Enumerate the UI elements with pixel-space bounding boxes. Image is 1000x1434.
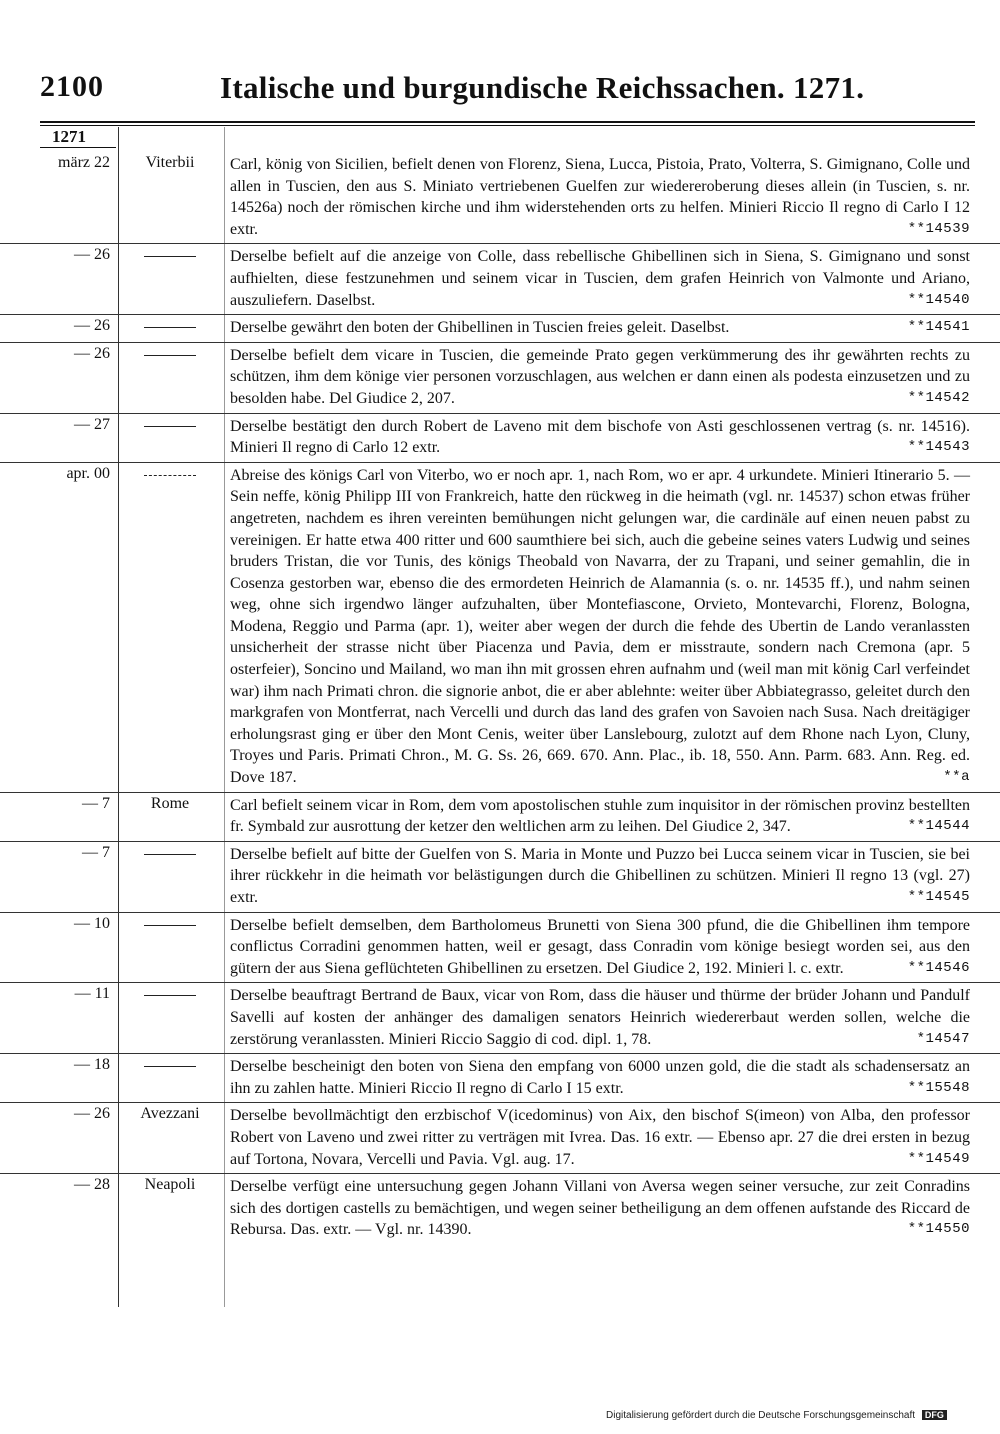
- entry-place: Neapoli: [144, 1176, 196, 1194]
- dfg-logo: DFG: [922, 1410, 947, 1420]
- entry-date: — 11: [74, 985, 110, 1003]
- entry-place: Viterbii: [145, 154, 195, 171]
- entry-text-block: [230, 1054, 970, 1102]
- entry-place-ditto: [120, 465, 220, 476]
- entry-date: apr. 00: [66, 464, 110, 482]
- entry-date: — 18: [74, 1056, 110, 1074]
- entry-text-block: [230, 343, 970, 413]
- page-header: [40, 70, 975, 110]
- regest-entry: [0, 982, 1000, 1053]
- header-rule: [40, 121, 975, 123]
- entry-date: — 26: [74, 317, 110, 335]
- entry-place-ditto: [120, 1056, 220, 1067]
- entry-date: — 10: [74, 914, 110, 932]
- header-rule-thin: [40, 125, 975, 126]
- entry-place: Avezzani: [140, 1105, 200, 1123]
- entry-text-block: [230, 793, 970, 841]
- entry-text: Abreise des königs Carl von Viterbo, wo er noch apr. 1, nach Rom, wo er apr. 4 urkundete. Minieri Itinerario 5. — Sein neffe, könig Philipp III von Frankreich, hatte den rückweg in die heimath (vgl. nr. 14537) schon etwas früher angetreten, nachdem es ihren vereinten bemühungen nicht gelungen war, die cardinäle auf einen neuen pabst zu vereinigen. Er hatte etwa 400 ritter und 600 saumthiere bei sich, auch die gebeine seines vaters Ludwig und seines bruders Tristan, die vor Tunis, des königs Theobald von Navarra, der zu Trapani, und seiner gemahlin, die in Cosenza gestorben war, ebenso die des ermordeten Heinrich de Alamannia (s. o. nr. 14535 ff.), und nahm seinen weg, ohne sich irgendwo länger aufzuhalten, über Montefiascone, Orvieto, Montevarchi, Florenz, Bologna, Modena, Reggio und Parma (apr. 1), weiter aber wegen der durch die fehde des Ubertin de Lando veranlassten unsicherheit der strasse nicht über Piacenza und Pavia, dem er misstraute, sondern nach Cremona (apr. 5 osterfeier), Soncino und Mailand, wo man ihn mit grossen ehren aufnahm und (weil man mit könig Carl verfeindet war) ihm nach Primati chron. die signorie anbot, die er aber ablehnte: weiter über Abbiategrasso, geleitet durch den markgrafen von Montferrat, nach Vercelli und durch das land des grafen von Savoien nach Susa. Nach dreitägiger erholungsrast ging er über den Mont Cenis, weiter über Lanslebourg, zulotzt auf dem Rhone nach Lyon, Cluny, Troyes und Paris. Primati Chron., M. G. Ss. 26, 669. 670. Ann. Plac., ib. 18, 550. Ann. Parm. 683. Ann. Reg. ed. Dove 187.: [230, 466, 970, 787]
- regest-number: **14542: [907, 389, 970, 406]
- entry-place: Rome: [150, 794, 190, 812]
- regest-entry: [0, 1102, 1000, 1173]
- regest-entry: [0, 1173, 1000, 1244]
- entry-text-block: [230, 913, 970, 983]
- regest-entry: [0, 314, 1000, 342]
- entry-text-block: [230, 244, 970, 314]
- entry-text-block: [230, 414, 970, 462]
- entry-date: — 26: [74, 246, 110, 264]
- entry-text: Derselbe bestätigt den durch Robert de Laveno mit dem bischofe von Asti geschlossenen vertrag (s. nr. 14516). Minieri Il regno di Carlo 12 extr.: [230, 417, 970, 457]
- entry-date: — 7: [82, 843, 110, 861]
- regest-number: **14543: [907, 439, 970, 456]
- regest-number: **14545: [907, 889, 970, 905]
- regesta-entries: [0, 152, 1000, 1244]
- entry-text: Derselbe bevollmächtigt den erzbischof V(icedominus) von Aix, den bischof S(imeon) von Alba, den professor Robert von Laveno und zwei ritter zu verträgen mit Ivrea. Das. 16 extr. — Ebenso apr. 27 die drei ersten in bezug auf Tortona, Novara, Vercelli und Pavia. Vgl. aug. 17.: [230, 1107, 970, 1168]
- regest-number: **14544: [907, 818, 970, 835]
- entry-text: Derselbe befielt dem vicare in Tuscien, die gemeinde Prato gegen verkümmerung des ihr gewährten rechts zu schützen, ihm dem könige vier personen vorzuschlagen, aus welchen er dann einen als podesta einzusetzen und zu besolden habe. Del Giudice 2, 207.: [230, 346, 970, 407]
- entry-date: — 7: [82, 794, 110, 812]
- entry-text-block: [230, 983, 970, 1053]
- entry-place-ditto: [120, 345, 220, 356]
- entry-date: — 27: [74, 415, 110, 433]
- regest-entry: [0, 413, 1000, 462]
- regest-number: **14540: [907, 291, 970, 308]
- entry-text: Carl befielt seinem vicar in Rom, dem vom apostolischen stuhle zum inquisitor in der römischen provinz bestellten fr. Symbald zur ausrottung der ketzer den weltlichen arm zu leihen. Del Giudice 2, 347.: [230, 796, 970, 836]
- regest-entry: [0, 462, 1000, 792]
- entry-text-block: [230, 842, 970, 912]
- regest-entry: [0, 342, 1000, 413]
- regest-entry: [0, 792, 1000, 841]
- year-underline: [40, 147, 116, 148]
- entry-text-block: [230, 152, 970, 243]
- regest-entry: [0, 912, 1000, 983]
- entry-place-ditto: [120, 317, 220, 328]
- regest-number: **a: [943, 769, 970, 786]
- entry-date: — 26: [74, 344, 110, 362]
- regest-number: **14539: [907, 220, 970, 237]
- footer-text: Digitalisierung gefördert durch die Deutsche Forschungsgemeinschaft: [606, 1410, 916, 1421]
- regest-entry: [0, 841, 1000, 912]
- year-label: 1271: [52, 127, 86, 146]
- entry-text: Derselbe bescheinigt den boten von Siena den empfang von 6000 unzen gold, die die stadt als schadensersatz an ihn zu zahlen hatte. Minieri Riccio Il regno di Carlo I 15 extr.: [230, 1058, 970, 1097]
- regest-entry: [0, 1053, 1000, 1102]
- entry-text: Derselbe befielt demselben, dem Bartholomeus Brunetti von Siena 300 pfund, die die Ghibellinen ihm tempore conflictus Corradini genommen hatten, weil er gesagt, dass Conradin vom könige besiegt worden sei, aus den gütern der aus Siena geflüchteten Ghibellinen zu ersetzen. Del Giudice 2, 192. Minieri l. c. extr.: [230, 916, 970, 977]
- entry-text: Derselbe verfügt eine untersuchung gegen Johann Villani von Aversa wegen seiner versuche, zur zeit Conradins sich des dortigen castells zu bemächtigen, und wegen seiner betheiligung an dem offenen aufstande des Riccard de Rebursa. Das. extr. — Vgl. nr. 14390.: [230, 1178, 970, 1239]
- entry-date: märz 22: [58, 154, 110, 171]
- regest-number: **14549: [907, 1150, 970, 1167]
- regest-number: **14541: [907, 319, 970, 336]
- entry-text-block: [230, 463, 970, 792]
- entry-text: Carl, könig von Sicilien, befielt denen von Florenz, Siena, Lucca, Pistoia, Prato, Volterra, S. Gimignano, Colle und allen in Tuscien, den aus S. Miniato vertriebenen Guelfen zur wiedereroberung dieses allein (in Tuscien, s. nr. 14526a) noch der römischen kirche und ihm widerstehenden orts zu helfen. Minieri Riccio Il regno di Carlo I 12 extr.: [230, 156, 970, 238]
- page-title: Italische und burgundische Reichssachen. 1271.: [220, 70, 865, 105]
- regest-number: **14546: [907, 959, 970, 976]
- entry-place-ditto: [120, 844, 220, 855]
- entry-text: Derselbe befielt auf die anzeige von Colle, dass rebellische Ghibellinen sich in Siena, S. Gimignano und sonst aufhielten, diese festzunehmen und seinem vicar in Tuscien, dem grafen Heinrich von Valmonte und Ariano, auszuliefern. Daselbst.: [230, 248, 970, 309]
- entry-place-ditto: [120, 985, 220, 996]
- entry-place-ditto: [120, 915, 220, 926]
- regest-number: **15548: [907, 1079, 970, 1096]
- entry-date: — 28: [74, 1176, 110, 1194]
- footer-credit: [606, 1410, 947, 1421]
- entry-text: Derselbe gewährt den boten der Ghibellinen in Tuscien freies geleit. Daselbst.: [230, 319, 730, 337]
- entry-text-block: [230, 315, 970, 342]
- entry-place-ditto: [120, 246, 220, 257]
- entry-date: — 26: [74, 1105, 110, 1123]
- entry-text: Derselbe beauftragt Bertrand de Baux, vicar von Rom, dass die häuser und thürme der brüder Johann und Pandulf Savelli auf kosten der anhänger des damaligen senators Heinrich wiedererbaut werden sollen, welche die zerstörung veranlassten. Minieri Riccio Saggio di cod. dipl. 1, 78.: [230, 987, 970, 1048]
- entry-text-block: [230, 1103, 970, 1173]
- entry-text-block: [230, 1174, 970, 1244]
- regest-number: **14550: [907, 1221, 970, 1238]
- regest-number: *14547: [916, 1030, 970, 1047]
- entry-place-ditto: [120, 416, 220, 427]
- entry-text: Derselbe befielt auf bitte der Guelfen von S. Maria in Monte und Puzzo bei Lucca seinem vicar in Tuscien, sie bei ihrer rückkehr in die heimath vor belästigungen durch die Ghibellinen zu schützen. Minieri Il regno 13 (vgl. 27) extr.: [230, 845, 970, 906]
- page-number: 2100: [40, 70, 104, 103]
- regest-entry: [0, 152, 1000, 243]
- regest-entry: [0, 243, 1000, 314]
